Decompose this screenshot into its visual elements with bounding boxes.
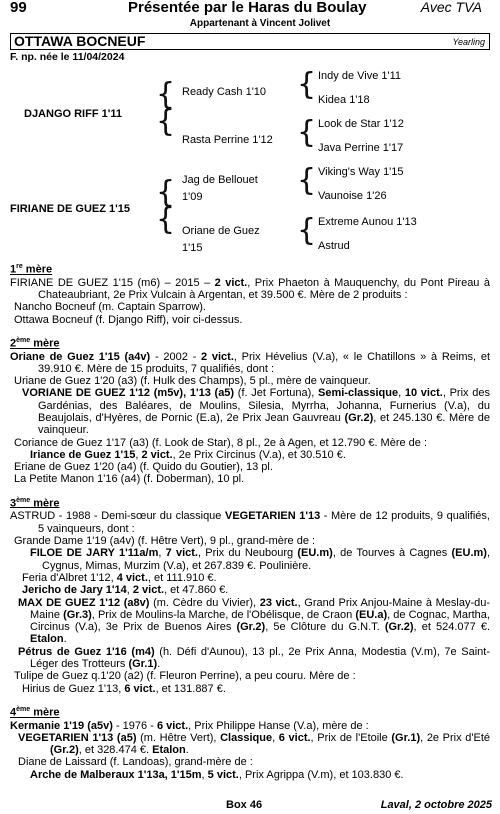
- gg-4: Java Perrine 1'17: [318, 142, 404, 154]
- horse-name-box: [10, 33, 490, 50]
- dam-sire-line1: Jag de Bellouet: [182, 174, 258, 186]
- consignor-title: Présentée par le Haras du Boulay: [128, 0, 367, 16]
- catalogue-page: [0, 1, 500, 814]
- pedigree-table: [10, 67, 490, 258]
- section-4-text: Kermanie 1'19 (a5v) - 1976 - 6 vict., Prix Philippe Hanse (V.a), mère de : VEGETARIEN 1'13 (a5) (m. Hêtre Vert), Classique, 6 vict., Prix de l'Etoile (Gr.1), 2e Prix d'Eté (Gr.2), et 328.474 €. Etalon. Diane de Laissard (f. Landoas), grand-mère de : Arche de Malberaux 1'13a, 1'15m, 5 vict., Prix Agrippa (V.m), et 103.830 €.: [10, 719, 490, 781]
- brace-icon: {: [297, 67, 317, 102]
- horse-name: OTTAWA BOCNEUF: [14, 33, 146, 49]
- owner-line: Appartenant à Vincent Jolivet: [189, 18, 331, 29]
- gg-3: Look de Star 1'12: [318, 118, 404, 130]
- gg-6: Vaunoise 1'26: [318, 190, 387, 202]
- page-header: [10, 1, 490, 17]
- sire-dam: Rasta Perrine 1'12: [182, 134, 273, 146]
- gg-2: Kidea 1'18: [318, 94, 370, 106]
- brace-icon: {: [156, 202, 176, 237]
- dam-name: FIRIANE DE GUEZ 1'15: [10, 203, 130, 215]
- gg-1: Indy de Vive 1'11: [318, 70, 402, 82]
- sire-name: DJANGO RIFF 1'11: [24, 108, 122, 120]
- dam-dam-line2: 1'15: [182, 242, 203, 254]
- section-2-text: Oriane de Guez 1'15 (a4v) - 2002 - 2 vict., Prix Hévelius (V.a), « le Chatillons » à Reims, et 39.910 €. Mère de 15 produits, 7 qualifiés, dont : Uriane de Guez 1'20 (a3) (f. Hulk des Champs), 5 pl., mère de vainqueur. VORIANE DE GUEZ 1'12 (m5v), 1'13 (a5) (f. Jet Fortuna), Semi-classique, 10 vict., Prix des Gardénias, des Baléares, de Moulins, Silesia, Myrrha, Johanna, Furnerius (V.a), du Beaujolais, d'Hyères, de Pornic (E.a), 2e Prix Jean Gauvreau (Gr.2), et 245.130 €. Mère de vainqueur. Coriance de Guez 1'17 (a3) (f. Look de Star), 8 pl., 2e à Agen, et 12.790 €. Mère de : Iriance de Guez 1'15, 2 vict., 2e Prix Circinus (V.a), et 30.510 €. Eriane de Guez 1'20 (a4) (f. Quido du Goutier), 13 pl. La Petite Manon 1'16 (a4) (f. Doberman), 10 pl.: [10, 350, 491, 486]
- brace-icon: {: [297, 213, 317, 248]
- brace-icon: {: [297, 115, 317, 150]
- section-title-3: 3ème mère: [10, 496, 60, 510]
- brace-icon: {: [297, 163, 317, 198]
- section-3-text: ASTRUD - 1988 - Demi-sœur du classique VEGETARIEN 1'13 - Mère de 12 produits, 9 qualifiés, 5 vainqueurs, dont : Grande Dame 1'19 (a4v) (f. Hêtre Vert), 9 pl., grand-mère de : FILOE DE JARY 1'11a/m, 7 vict., Prix du Neubourg (EU.m), de Tourves à Cagnes (EU.m), Cygnus, Mimas, Murzim (V.a), et 267.839 €. Poulinière. Feria d'Albret 1'12, 4 vict., et 111.910 €. Jericho de Jary 1'14, 2 vict., et 47.860 €. MAX DE GUEZ 1'12 (a8v) (m. Cèdre du Vivier), 23 vict., Grand Prix Anjou-Maine à Meslay-du-Maine (Gr.3), Prix de Moulins-la Marche, de l'Obélisque, de Craon (EU.a), de Cognac, Martha, Circinus (V.a), 3e Prix de Buenos Aires (Gr.2), 5e Clôture du G.N.T. (Gr.2), et 524.077 €. Etalon. Pétrus de Guez 1'16 (m4) (h. Défi d'Aunou), 13 pl., 2e Prix Anna, Modestia (V.m), 7e Saint-Léger des Trotteurs (Gr.1). Tulipe de Guez q.1'20 (a2) (f. Fleuron Perrine), a peu couru. Mère de : Hirius de Guez 1'13, 6 vict., et 131.887 €.: [10, 510, 491, 695]
- box-number: Box 46: [226, 799, 263, 811]
- section-1-text: FIRIANE DE GUEZ 1'15 (m6) – 2015 – 2 vict., Prix Phaeton à Mauquenchy, du Pont Pireau à Chateaubriant, 2e Prix Vulcain à Argentan, et 39.500 €. Mère de 2 produits : Nancho Bocneuf (m. Captain Sparrow). Ottawa Bocneuf (f. Django Riff), voir ci-dessus.: [10, 276, 491, 326]
- place-date: Laval, 2 octobre 2025: [380, 799, 492, 811]
- tva-label: Avec TVA: [420, 0, 482, 15]
- brace-icon: {: [156, 77, 176, 112]
- brace-icon: {: [156, 104, 176, 139]
- gg-5: Viking's Way 1'15: [318, 166, 404, 178]
- section-title-4: 4ème mère: [10, 705, 60, 719]
- category-label: Yearling: [452, 37, 485, 47]
- section-title-2: 2ème mère: [10, 336, 60, 350]
- gg-8: Astrud: [318, 240, 350, 252]
- dam-dam-line1: Oriane de Guez: [182, 225, 260, 237]
- lot-number: 99: [10, 0, 27, 16]
- horse-info: F. np. née le 11/04/2024: [10, 51, 125, 63]
- brace-icon: {: [156, 175, 176, 210]
- sire-sire: Ready Cash 1'10: [182, 86, 267, 98]
- section-title-1: 1re mère: [10, 263, 53, 276]
- dam-sire-line2: 1'09: [182, 191, 203, 203]
- gg-7: Extreme Aunou 1'13: [318, 216, 417, 228]
